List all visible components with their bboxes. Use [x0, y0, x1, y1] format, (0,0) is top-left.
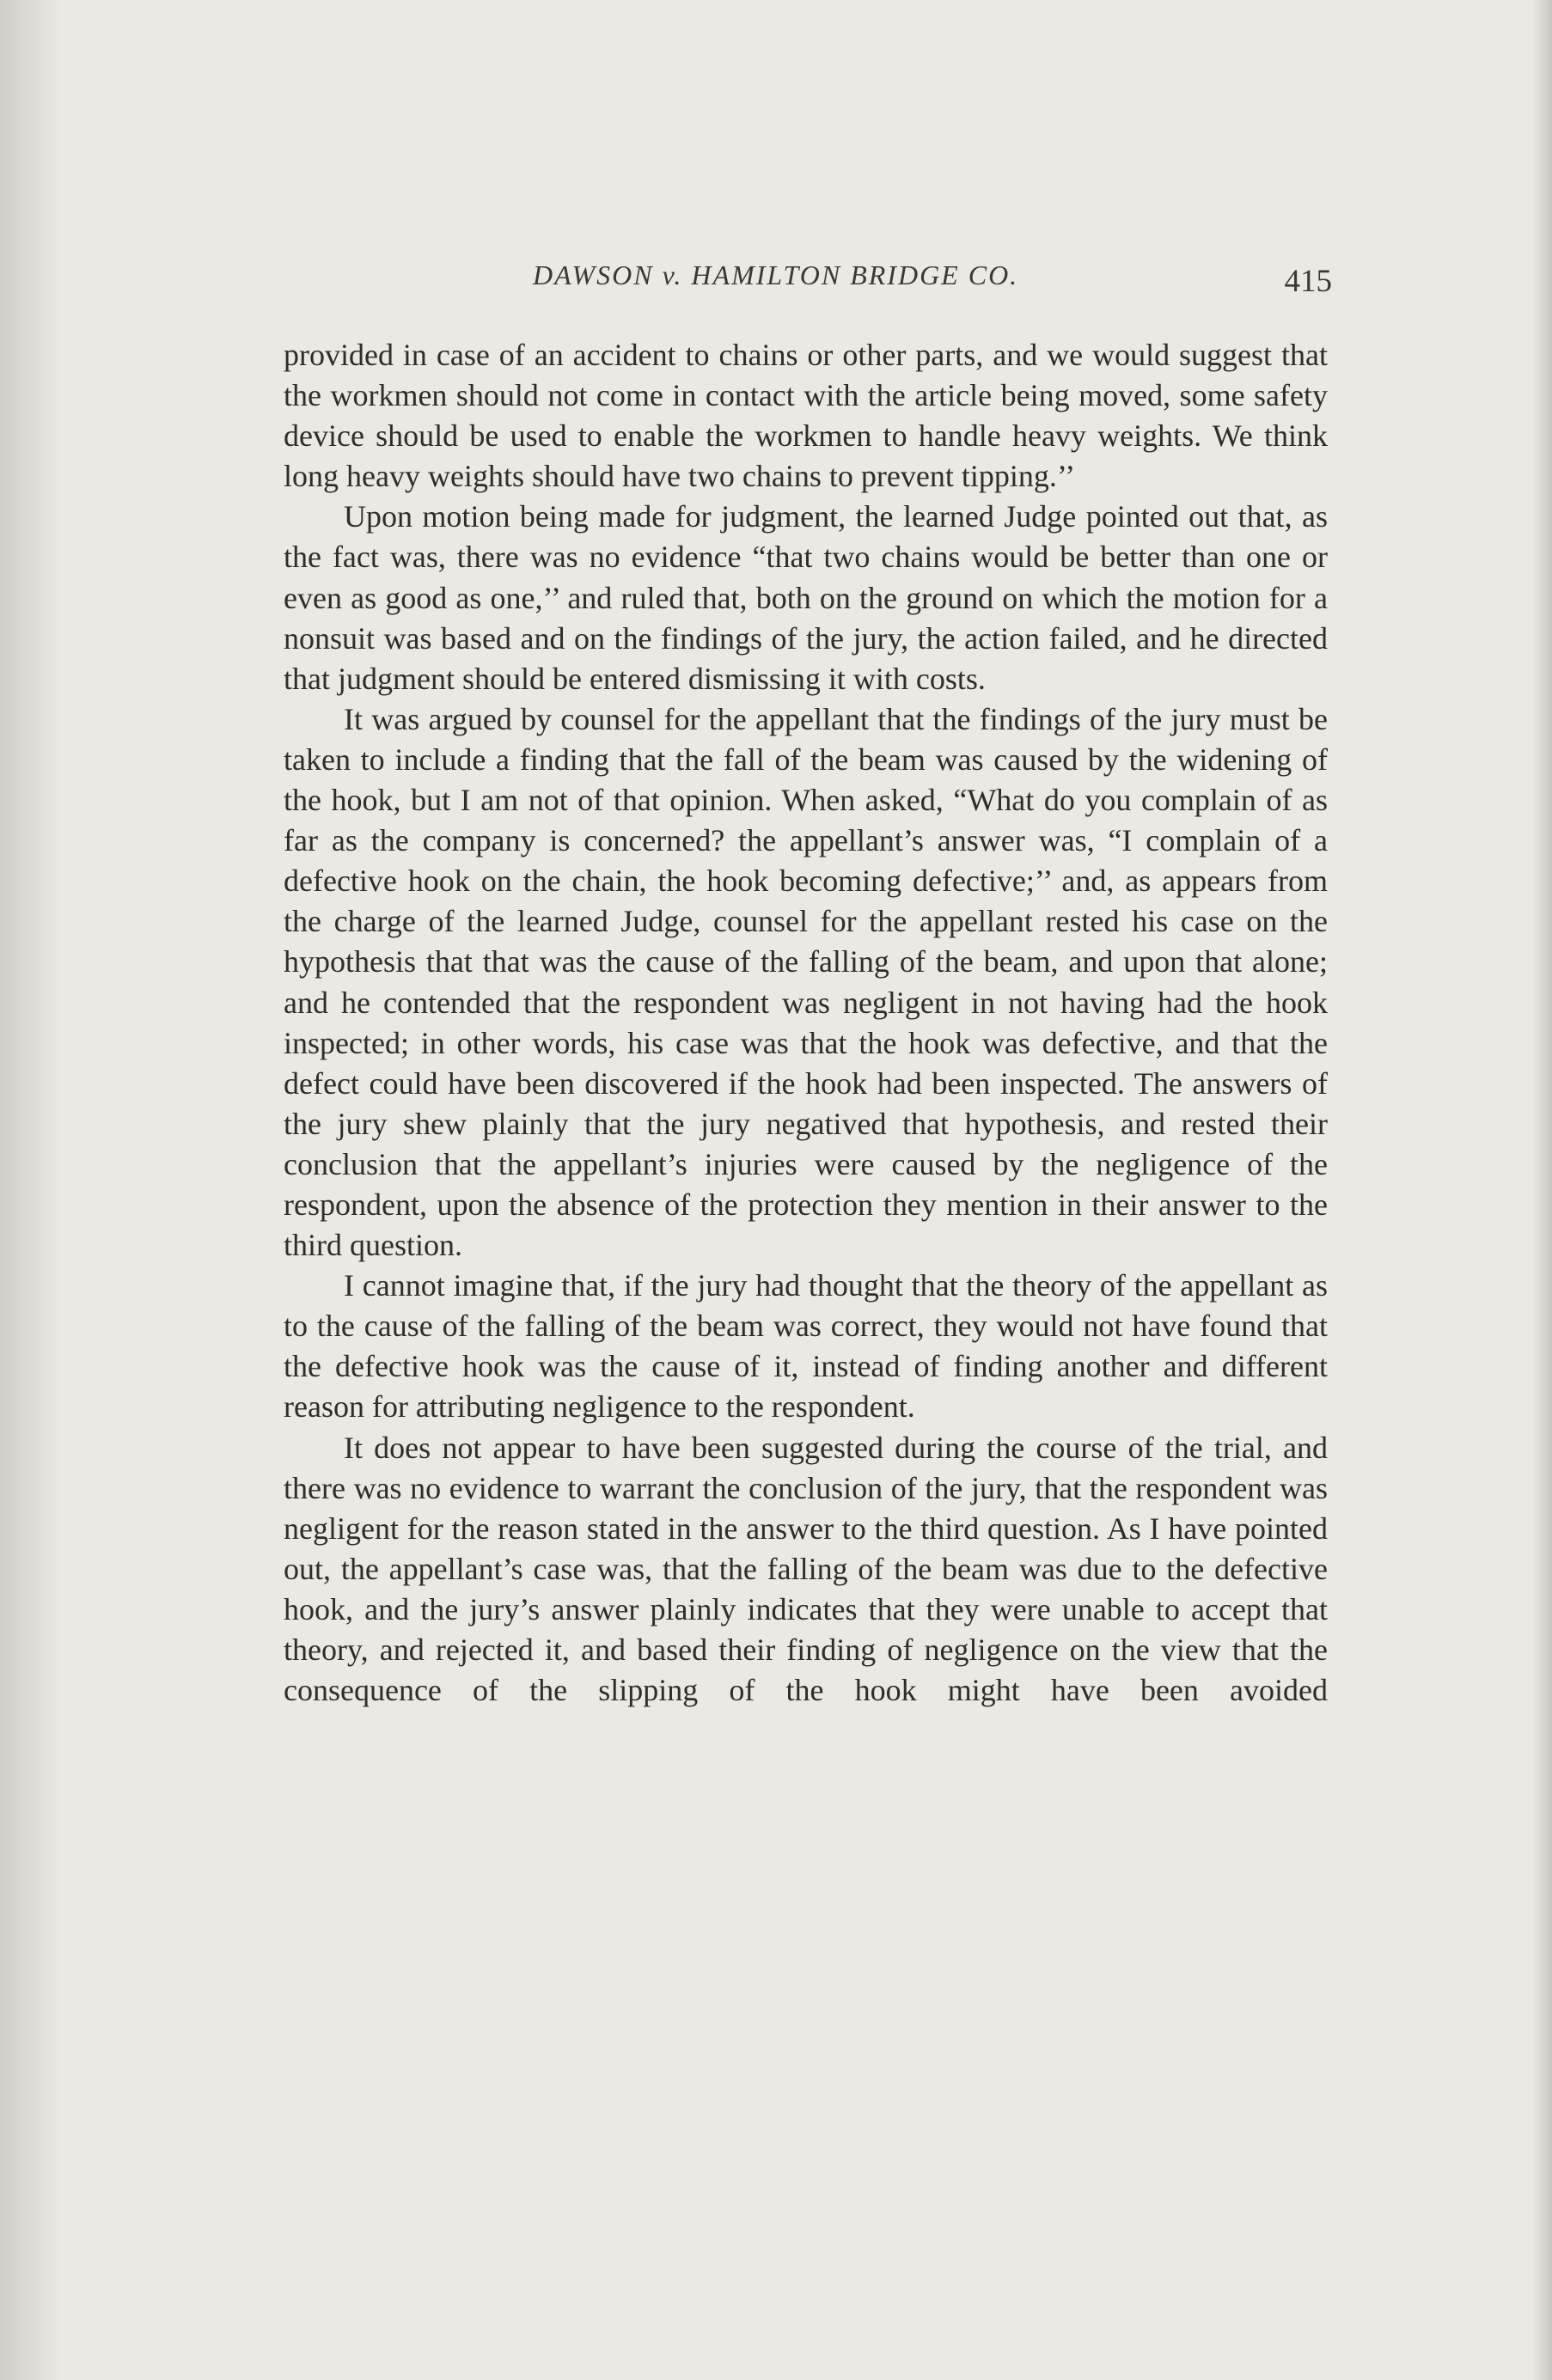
- page-gutter-shadow: [0, 0, 60, 2380]
- paragraph-jury-theory: I cannot imagine that, if the jury had thought that the theory of the appellant as to the cause of the falling of the beam was correct, they would not have found that the defective hook was the cause of it, instead of finding another and different reason for attributing negligence to the respondent.: [284, 1268, 1328, 1425]
- paragraph-no-evidence: It does not appear to have been suggested during the course of the trial, and there was no evidence to warrant the conclusion of the jury, that the respondent was negligent for the reason stated in the answer to the third question. As I have pointed out, the appellant’s case was, that the falling of the beam was due to the defective hook, and the jury’s answer plainly indicates that they were unable to accept that theory, and rejected it, and based their finding of negligence on the view that the consequence of the slipping of the hook might have been avoided: [284, 1430, 1328, 1708]
- paragraph-motion-for-judgment: Upon motion being made for judgment, the learned Judge pointed out that, as the fact was, there was no evidence “that two chains would be better than one or even as good as one,’’ and ruled that, both on the ground on which the motion for a nonsuit was based and on the findings of the jury, the action failed, and he directed that judgment should be entered dismissing it with costs.: [284, 499, 1328, 696]
- paragraph-continued: provided in case of an accident to chains or other parts, and we would suggest that the workmen should not come in contact with the article being moved, some safety device should be used to enable the workmen to handle heavy weights. We think long heavy weights should have two chains to prevent tipping.’’: [284, 338, 1328, 494]
- page-number: 415: [1284, 264, 1332, 299]
- running-title: DAWSON v. HAMILTON BRIDGE CO.: [533, 259, 1019, 290]
- body-text: [284, 335, 1328, 1711]
- page-edge-shadow: [1531, 0, 1552, 2380]
- running-head: [284, 259, 1332, 302]
- paragraph-appellant-argument: It was argued by counsel for the appellant that the findings of the jury must be taken to include a finding that the fall of the beam was caused by the widening of the hook, but I am not of that opinion. When asked, “What do you complain of as far as the company is concerned? the appellant’s answer was, “I complain of a defective hook on the chain, the hook becoming defective;’’ and, as appears from the charge of the learned Judge, counsel for the appellant rested his case on the hypothesis that that was the cause of the falling of the beam, and upon that alone; and he contended that the respondent was negligent in not having had the hook inspected; in other words, his case was that the hook was defective, and that the defect could have been discovered if the hook had been inspected. The answers of the jury shew plainly that the jury negatived that hypothesis, and rested their conclusion that the appellant’s injuries were caused by the negligence of the respondent, upon the absence of the protection they mention in their answer to the third question.: [284, 701, 1328, 1263]
